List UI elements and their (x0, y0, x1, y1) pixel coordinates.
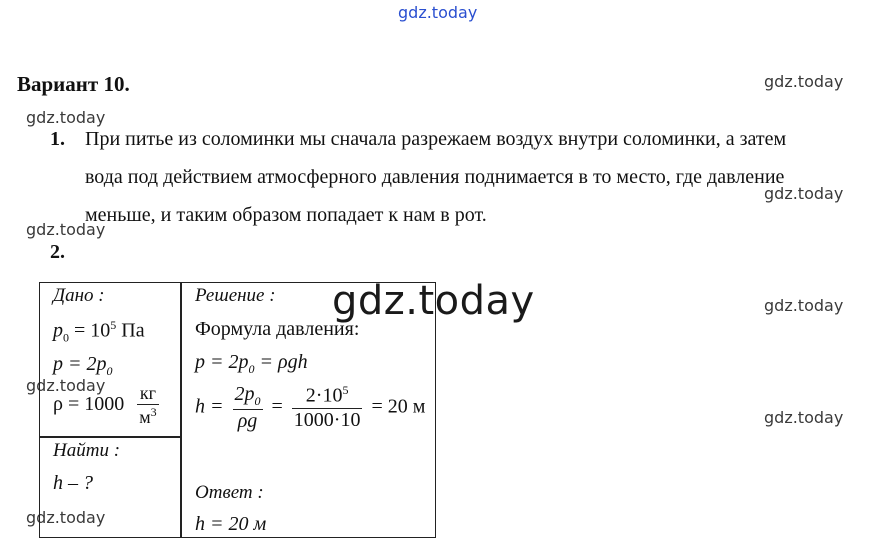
task1-text-line: меньше, и таким образом попадает к нам в рот. (85, 204, 487, 226)
page-title: Вариант 10. (17, 72, 130, 96)
table-divider (180, 282, 182, 538)
watermark: gdz.today (764, 72, 844, 91)
watermark: gdz.today (26, 508, 106, 527)
pressure-formula: $p = 2p_0 = \rho gh$ (195, 351, 308, 376)
task-number: 1. (50, 128, 65, 150)
table-divider (39, 436, 181, 438)
watermark: gdz.today (764, 184, 844, 203)
find-value: h – ? (53, 472, 93, 494)
watermark: gdz.today (26, 220, 106, 239)
density-unit: $\frac{кг}{м^3}$ (139, 383, 157, 428)
task-number: 2. (50, 241, 65, 263)
watermark: gdz.today (764, 408, 844, 427)
height-calculation: h = $\frac{2p_0}{\rho g}$ = $\frac{2\cdot 10^5}{1000\cdot 10}$ = 20 м (195, 383, 426, 432)
given-title: Дано : (53, 285, 105, 306)
watermark-large: gdz.today (332, 278, 535, 324)
watermark: gdz.today (26, 108, 106, 127)
task1-text-line: При питье из соломинки мы сначала разрежаем воздух внутри соломинки, а затем (85, 128, 787, 150)
formula-label: Формула давления: (195, 318, 360, 340)
given-rho: ρ = 1000 $\frac{кг}{м^3}$ (53, 383, 157, 428)
watermark-top: gdz.today (398, 3, 478, 22)
solution-title: Решение : (195, 285, 276, 306)
watermark: gdz.today (764, 296, 844, 315)
answer-title: Ответ : (195, 482, 264, 503)
task1-text-line: вода под действием атмосферного давления поднимается в то место, где давление (85, 166, 785, 188)
watermark: gdz.today (26, 376, 106, 395)
find-title: Найти : (53, 440, 121, 461)
given-p: $p = 2p_0$ (53, 353, 113, 378)
given-p0: $p_0 = 10^5$ Па (53, 318, 145, 345)
answer-value: h = 20 м (195, 513, 267, 535)
